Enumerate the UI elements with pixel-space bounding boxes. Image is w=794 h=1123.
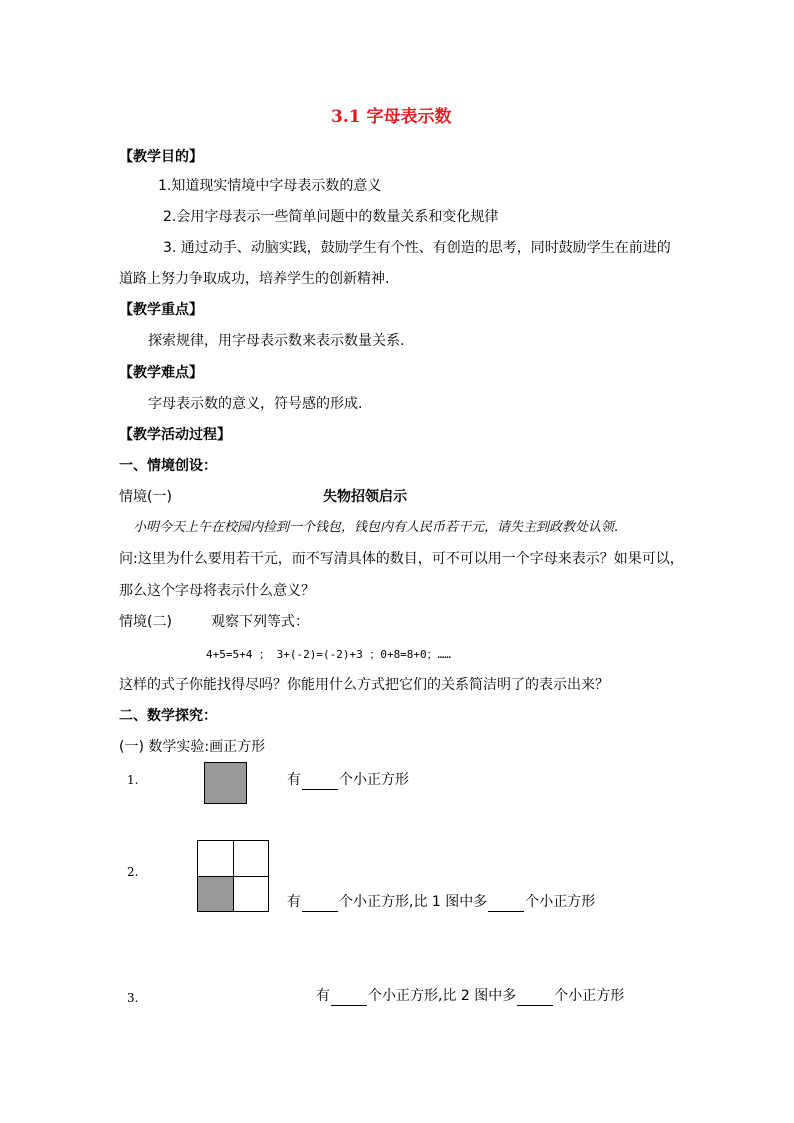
key-points-heading: 【教学重点】 xyxy=(119,302,203,318)
question-line-1: 问:这里为什么要用若干元，而不写清具体的数目，可不可以用一个字母来表示？如果可以， xyxy=(119,551,684,567)
scene-1-notice: 小明今天上午在校园内捡到一个钱包，钱包内有人民币若干元，请失主到政教处认领. xyxy=(133,520,619,535)
exercise-1-text-b: 个小正方形 xyxy=(339,772,409,788)
exercise-3-text-b: 个小正方形,比 2 图中多 xyxy=(368,988,517,1004)
key-points-text: 探索规律，用字母表示数来表示数量关系. xyxy=(148,333,405,349)
exercise-3-answer xyxy=(316,986,624,1006)
exercise-2-text-a: 有 xyxy=(287,894,301,910)
process-heading: 【教学活动过程】 xyxy=(119,427,231,443)
goal-item-3-line-2: 道路上努力争取成功，培养学生的创新精神. xyxy=(119,271,390,287)
goal-item-3-line-1: 3. 通过动手、动脑实践，鼓励学生有个性、有创造的思考，同时鼓励学生在前进的 xyxy=(163,240,671,256)
exercise-2-text-c: 个小正方形 xyxy=(525,894,596,910)
equations: 4+5=5+4 ； 3+(-2)=(-2)+3 ；0+8=8+0；…… xyxy=(206,648,451,661)
difficulties-heading: 【教学难点】 xyxy=(119,365,203,381)
question-line-2: 那么这个字母将表示什么意义？ xyxy=(119,583,315,599)
scene-2-label: 情境(二) xyxy=(119,614,172,630)
difficulties-text: 字母表示数的意义，符号感的形成. xyxy=(148,396,363,412)
experiment-heading: (一) 数学实验:画正方形 xyxy=(119,739,266,755)
scene-1-title: 失物招领启示 xyxy=(323,489,407,505)
page-title: 3.1 字母表示数 xyxy=(331,107,452,127)
goals-heading: 【教学目的】 xyxy=(119,149,203,165)
answer-blank[interactable] xyxy=(302,897,338,912)
scene-2-prompt: 观察下列等式： xyxy=(211,614,309,630)
grid-cell xyxy=(233,840,269,877)
answer-blank[interactable] xyxy=(331,991,367,1006)
exercise-3-number: 3. xyxy=(127,991,139,1005)
answer-blank[interactable] xyxy=(488,897,524,912)
grid-2x2 xyxy=(197,840,269,912)
grid-cell xyxy=(233,876,269,912)
exercise-3-text-a: 有 xyxy=(316,988,330,1004)
section-2-heading: 二、数学探究： xyxy=(119,708,217,724)
goal-item-1: 1.知道现实情境中字母表示数的意义 xyxy=(158,178,382,194)
grid-cell xyxy=(197,840,234,877)
exercise-3-text-c: 个小正方形 xyxy=(554,988,625,1004)
exercise-1-number: 1. xyxy=(127,773,139,787)
exercise-1-answer xyxy=(287,770,409,790)
answer-blank[interactable] xyxy=(302,775,338,790)
section-1-heading: 一、情境创设： xyxy=(119,458,217,474)
question-2: 这样的式子你能找得尽吗？你能用什么方式把它们的关系简洁明了的表示出来？ xyxy=(119,677,609,693)
answer-blank[interactable] xyxy=(517,991,553,1006)
exercise-2-text-b: 个小正方形,比 1 图中多 xyxy=(339,894,488,910)
exercise-1-text-a: 有 xyxy=(287,772,301,788)
shaded-square xyxy=(204,762,247,804)
grid-cell-shaded xyxy=(197,876,234,912)
goal-item-2: 2.会用字母表示一些简单问题中的数量关系和变化规律 xyxy=(163,209,499,225)
exercise-2-number: 2. xyxy=(127,865,139,879)
scene-1-label: 情境(一) xyxy=(119,489,172,505)
exercise-2-answer xyxy=(287,892,595,912)
